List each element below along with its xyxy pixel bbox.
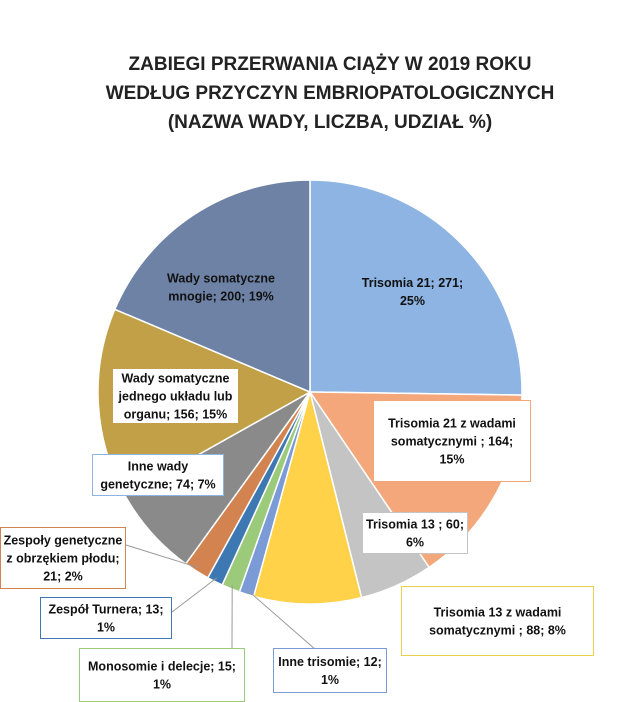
data-label: z obrzękiem płodu; xyxy=(6,551,120,566)
data-label: organu; 156; 15% xyxy=(123,407,228,422)
data-label: Monosomie i delecje; 15; xyxy=(88,659,236,674)
data-label: 1% xyxy=(152,677,172,692)
leader-line xyxy=(172,578,217,612)
data-label: mnogie; 200; 19% xyxy=(168,289,274,304)
data-label: Zespoły genetyczne xyxy=(3,533,123,548)
data-label-box xyxy=(80,649,245,702)
data-label: Inne trisomie; 12; xyxy=(278,655,382,669)
data-label: 21; 2% xyxy=(43,569,83,584)
data-label: Trisomia 21; 271; xyxy=(361,276,464,290)
data-label-box xyxy=(402,587,594,656)
data-label: Zespół Turnera; 13; xyxy=(48,602,164,617)
data-label: somatycznymi ; 164; xyxy=(390,434,514,449)
chart-title xyxy=(106,54,555,133)
data-label: 15% xyxy=(439,452,465,467)
data-label: Inne wady xyxy=(127,459,189,474)
data-label: Trisomia 13 z wadami xyxy=(433,605,562,620)
data-label: 1% xyxy=(320,673,340,687)
data-label: genetyczne; 74; 7% xyxy=(100,477,216,492)
data-label: Wady somatyczne xyxy=(121,371,230,386)
data-label: Trisomia 21 z wadami xyxy=(388,416,516,431)
data-label: 6% xyxy=(405,535,425,550)
chart-title-line: (NAZWA WADY, LICZBA, UDZIAŁ %) xyxy=(167,112,493,133)
data-label: 1% xyxy=(96,620,116,635)
chart-title-line: WEDŁUG PRZYCZYN EMBRIOPATOLOGICZNYCH xyxy=(105,83,555,104)
data-label: Trisomia 13 ; 60; xyxy=(366,517,464,532)
data-label: somatycznymi ; 88; 8% xyxy=(429,623,566,638)
data-label: jednego układu lub xyxy=(118,389,233,404)
chart-title-line: ZABIEGI PRZERWANIA CIĄŻY W 2019 ROKU xyxy=(128,54,532,75)
data-label: 25% xyxy=(399,294,426,308)
data-label: Wady somatyczne xyxy=(167,271,275,286)
